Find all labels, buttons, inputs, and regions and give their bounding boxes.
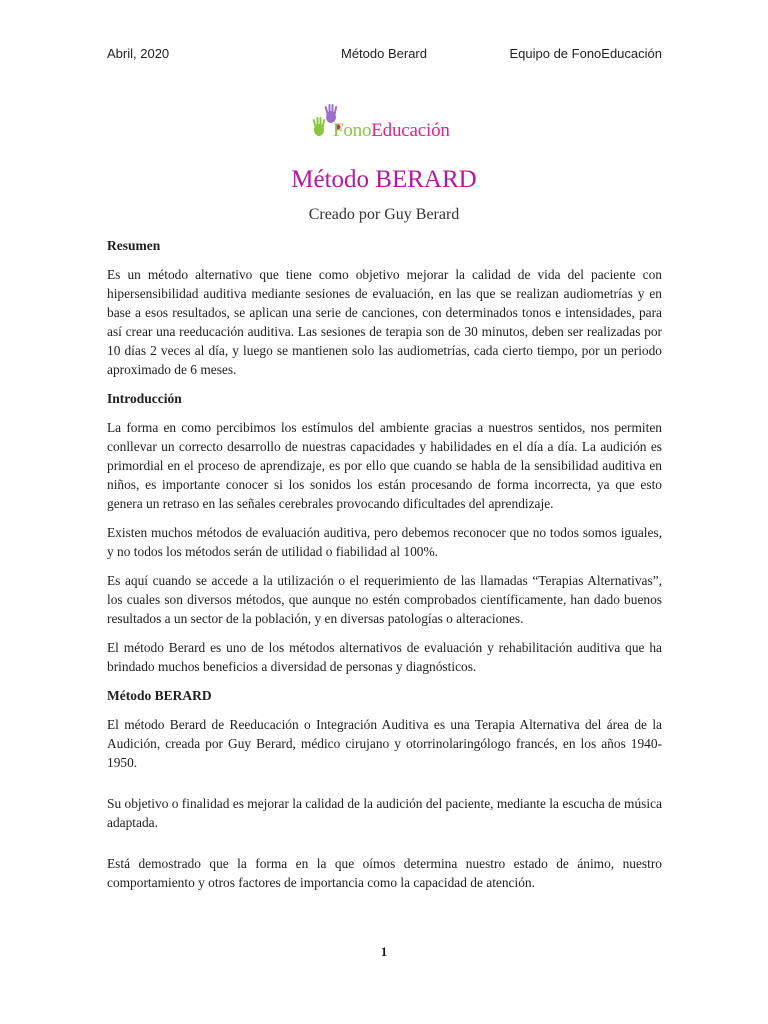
paragraph: La forma en como percibimos los estímulos del ambiente gracias a nuestros sentidos, nos permiten conllevar un correcto desarrollo de nuestras capacidades y habilidades en el día a día. La audición es primordial en el proceso de aprendizaje, es por ello que cuando se habla de la sensibilidad auditiva en niños, es importante conocer si los sonidos los están procesando de forma incorrecta, ya que esto genera un retraso en las señales cerebrales provocando dificultades del aprendizaje. xyxy=(107,420,662,511)
page-header xyxy=(107,46,662,64)
paragraph: Es un método alternativo que tiene como objetivo mejorar la calidad de vida del paciente con hipersensibilidad auditiva mediante sesiones de evaluación, en las que se realizan audiometrías y en base a esos resultados, se aplican una serie de canciones, con determinados tonos e intensidades, para así crear una reeducación auditiva. Las sesiones de terapia son de 30 minutos, deben ser realizadas por 10 días 2 veces al día, y luego se mantienen solo las audiometrías, cada cierto tiempo, por un periodo aproximado de 6 meses. xyxy=(107,267,662,377)
paragraph: Su objetivo o finalidad es mejorar la calidad de la audición del paciente, mediante la escucha de música adaptada. xyxy=(107,796,662,830)
header-title: Método Berard xyxy=(341,46,427,61)
header-team: Equipo de FonoEducación xyxy=(509,46,662,61)
fonoeducacion-logo xyxy=(307,100,467,144)
section-heading-resumen: Resumen xyxy=(107,238,161,253)
spacer xyxy=(107,842,662,854)
page-number: 1 xyxy=(380,944,388,959)
paragraph: Es aquí cuando se accede a la utilización o el requerimiento de las llamadas “Terapias Alternativas”, los cuales son diversos métodos, que aunque no estén comprobados científicamente, han dado buenos resultados a un sector de la población, y en diversas patologías o alteraciones. xyxy=(107,573,662,626)
document-body xyxy=(107,236,662,902)
section-heading-introduccion: Introducción xyxy=(107,391,182,406)
paragraph: Está demostrado que la forma en la que oímos determina nuestro estado de ánimo, nuestro comportamiento y otros factores de importancia como la capacidad de atención. xyxy=(107,856,662,890)
spacer xyxy=(107,782,662,794)
section-heading-metodo: Método BERARD xyxy=(107,688,212,703)
logo-part-educacion: Educación xyxy=(371,120,450,141)
document-title: Método BERARD xyxy=(291,166,477,193)
paragraph: El método Berard de Reeducación o Integración Auditiva es una Terapia Alternativa del área de la Audición, creada por Guy Berard, médico cirujano y otorrinolaringólogo francés, en los años 1940-1950. xyxy=(107,717,662,770)
header-date: Abril, 2020 xyxy=(107,46,170,61)
document-subtitle: Creado por Guy Berard xyxy=(308,206,460,223)
logo-wordmark xyxy=(333,120,450,142)
logo-part-fono: Fono xyxy=(333,120,372,141)
paragraph: El método Berard es uno de los métodos alternativos de evaluación y rehabilitación auditiva que ha brindado muchos beneficios a diversidad de personas y diagnósticos. xyxy=(107,640,662,674)
paragraph: Existen muchos métodos de evaluación auditiva, pero debemos reconocer que no todos somos iguales, y no todos los métodos serán de utilidad o fiabilidad al 100%. xyxy=(107,525,662,559)
